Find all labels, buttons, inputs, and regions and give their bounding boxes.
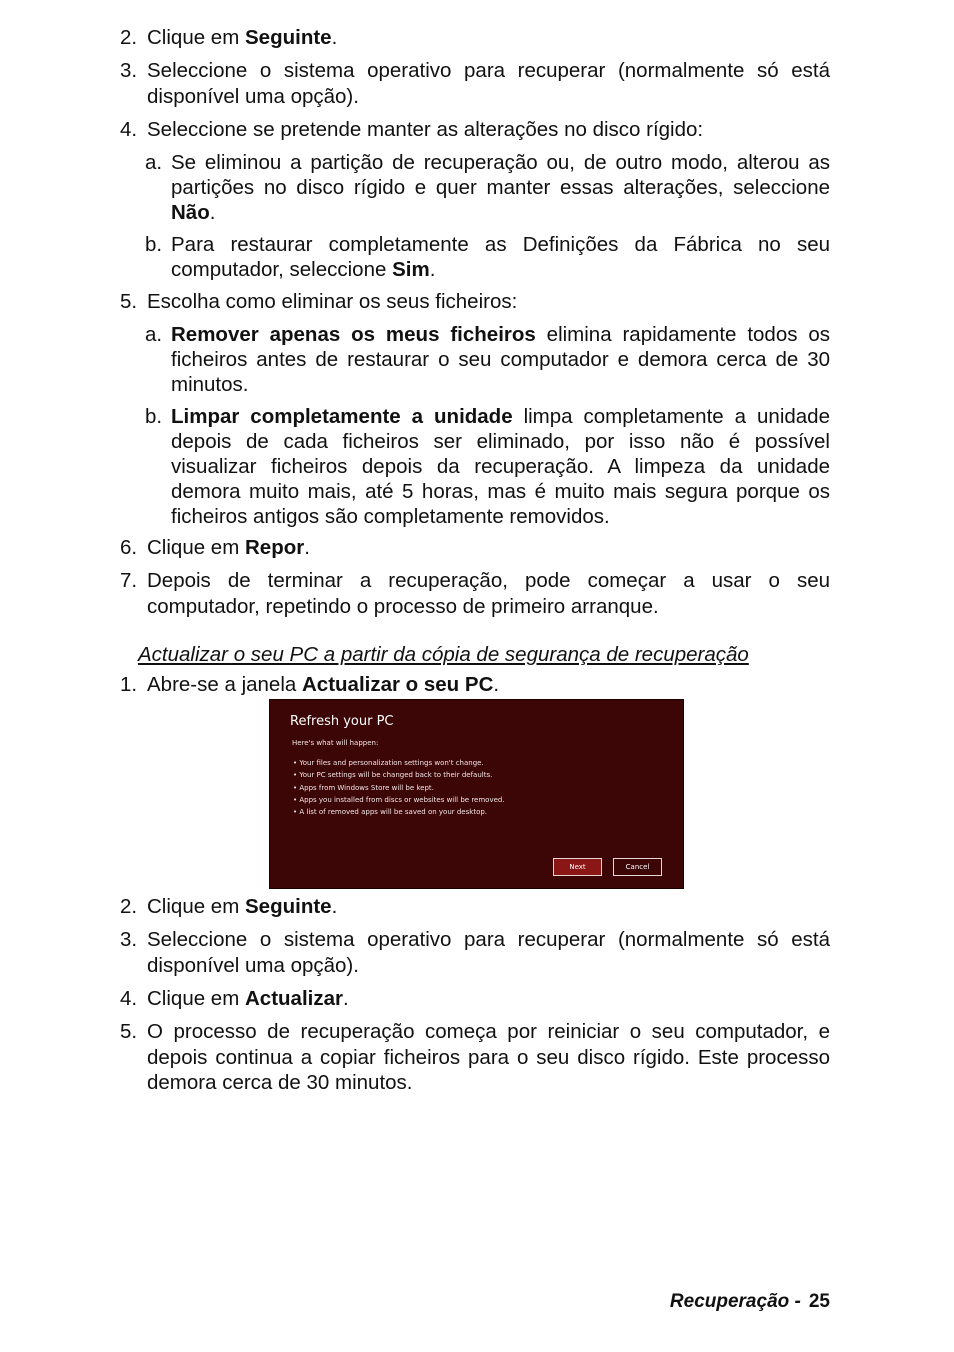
sub-list-item: a. Se eliminou a partição de recuperação ou, de outro modo, alterou as partições no disco rígido e quer manter essas alterações, seleccione Não. <box>145 151 830 224</box>
footer-section-title: Recuperação - <box>669 1291 801 1312</box>
dialog-bullet: • Your PC settings will be changed back to their defaults. <box>293 771 493 780</box>
dialog-bullet: • Apps from Windows Store will be kept. <box>293 783 434 792</box>
list-item: 1. Abre-se a janela Actualizar o seu PC. <box>120 673 500 696</box>
dialog-title: Refresh your PC <box>290 714 394 729</box>
list-item: 2. Clique em Seguinte. <box>120 895 338 918</box>
dialog-bullet: • A list of removed apps will be saved on your desktop. <box>293 808 488 817</box>
dialog-bullet: • Your files and personalization settings won't change. <box>293 759 484 767</box>
cancel-button[interactable]: Cancel <box>613 858 662 876</box>
dialog-bullet-list <box>293 757 505 818</box>
list-item: 3. Seleccione o sistema operativo para recuperar (normalmente só está disponível uma opção). <box>120 928 830 977</box>
dialog-subtitle: Here's what will happen: <box>292 739 379 747</box>
list-item: 3. Seleccione o sistema operativo para recuperar (normalmente só está disponível uma opção). <box>120 59 830 108</box>
list-item: 5. Escolha como eliminar os seus ficheiros: <box>120 290 518 313</box>
next-button[interactable]: Next <box>553 858 602 876</box>
list-item: 6. Clique em Repor. <box>120 536 310 559</box>
dialog-bullet: • Apps you installed from discs or websites will be removed. <box>293 795 505 804</box>
sub-list-item: b. Para restaurar completamente as Definições da Fábrica no seu computador, seleccione Sim. <box>145 233 830 281</box>
list-item: 4. Seleccione se pretende manter as alterações no disco rígido: <box>120 118 704 141</box>
section-heading: Actualizar o seu PC a partir da cópia de segurança de recuperação <box>138 643 749 666</box>
list-item: 4. Clique em Actualizar. <box>120 987 349 1010</box>
page-footer <box>670 1291 830 1313</box>
list-item: 2. Clique em Seguinte. <box>120 26 338 49</box>
refresh-pc-screenshot <box>269 699 684 889</box>
list-item: 5. O processo de recuperação começa por reiniciar o seu computador, e depois continua a copiar ficheiros para o seu disco rígido. Este processo demora cerca de 30 minutos. <box>120 1020 830 1094</box>
sub-list-item: a. Remover apenas os meus ficheiros elimina rapidamente todos os ficheiros antes de restaurar o seu computador e demora cerca de 30 minutos. <box>145 323 830 396</box>
page-number: 25 <box>808 1291 830 1312</box>
sub-list-item: b. Limpar completamente a unidade limpa completamente a unidade depois de cada ficheiros ser eliminado, por isso não é possível visualizar ficheiros depois da recuperação. A limpeza da unidade demora muito mais, até 5 horas, mas é muito mais segura porque os ficheiros antigos são completamente removidos. <box>145 405 830 528</box>
list-item: 7. Depois de terminar a recuperação, pode começar a usar o seu computador, repetindo o processo de primeiro arranque. <box>120 569 830 618</box>
